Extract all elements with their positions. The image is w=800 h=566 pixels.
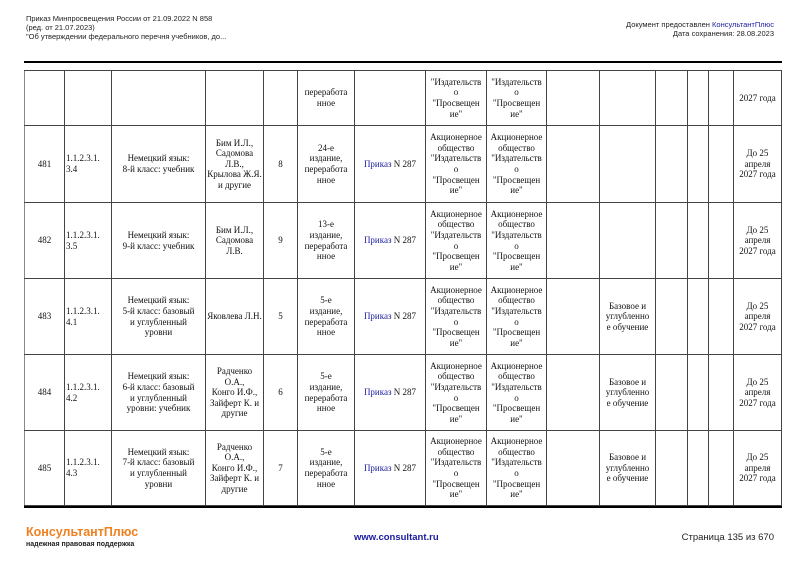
provided-by-label: Документ предоставлен [626,20,713,29]
cell-manufacturer: Акционерное общество "Издательств о "Просвещен ие" [487,355,547,431]
footer-tagline: надежная правовая поддержка [26,541,135,548]
cell-edition: 5-е издание, переработа нное [298,355,355,431]
cell-education-level: Базовое и углубленно е обучение [600,355,656,431]
cell-education-level: Базовое и углубленно е обучение [600,431,656,506]
cell-edition: 24-е издание, переработа нное [298,126,355,203]
cell-grade: 5 [264,279,298,355]
cell-manufacturer: Акционерное общество "Издательств о "Просвещен ие" [487,203,547,279]
order-number: N 287 [391,158,417,169]
cell-code: 1.1.2.3.1. 3.5 [65,203,112,279]
cell-title: Немецкий язык: 7-й класс: базовый и углубленный уровни [112,431,206,506]
cell-code: 1.1.2.3.1. 4.1 [65,279,112,355]
table-row [25,279,782,355]
order-link[interactable]: Приказ [363,235,392,246]
cell-code: 1.1.2.3.1. 4.2 [65,355,112,431]
cell-col-10 [547,203,600,279]
cell-publisher: Акционерное общество "Издательств о "Просвещен ие" [426,279,487,355]
cell-order [355,355,426,431]
cell-col-12 [656,431,688,506]
doc-title-line: Приказ Минпросвещения России от 21.09.2022 N 858 [26,14,213,23]
cell-col-14 [709,203,734,279]
cell-education-level [600,71,656,126]
header-divider [24,61,782,63]
order-link[interactable]: Приказ [363,462,392,473]
cell-edition: переработа нное [298,71,355,126]
cell-valid-until: До 25 апреля 2027 года [734,126,782,203]
cell-education-level [600,126,656,203]
order-link[interactable]: Приказ [363,387,392,398]
doc-subject-line: "Об утверждении федерального перечня учебников, до... [26,32,227,41]
cell-order [355,431,426,506]
footer-website-link[interactable]: www.consultant.ru [354,532,439,543]
page-number: Страница 135 из 670 [681,532,774,543]
cell-col-13 [688,203,709,279]
cell-manufacturer: Акционерное общество "Издательств о "Просвещен ие" [487,126,547,203]
cell-order [355,279,426,355]
cell-col-12 [656,355,688,431]
cell-row-number [25,71,65,126]
cell-title: Немецкий язык: 9-й класс: учебник [112,203,206,279]
cell-authors: Бим И.Л., Садомова Л.В., Крылова Ж.Я. и другие [206,126,264,203]
cell-code: 1.1.2.3.1. 4.3 [65,431,112,506]
footer-logo: КонсультантПлюс [26,525,139,539]
cell-col-10 [547,71,600,126]
cell-authors: Бим И.Л., Садомова Л.В. [206,203,264,279]
cell-col-13 [688,355,709,431]
cell-title [112,71,206,126]
cell-col-14 [709,355,734,431]
table-row [25,71,782,126]
cell-manufacturer: Акционерное общество "Издательств о "Просвещен ие" [487,431,547,506]
table-row [25,431,782,506]
cell-order [355,126,426,203]
cell-order [355,203,426,279]
cell-col-10 [547,355,600,431]
cell-col-13 [688,431,709,506]
cell-grade: 6 [264,355,298,431]
cell-col-12 [656,203,688,279]
cell-row-number: 485 [25,431,65,506]
cell-title: Немецкий язык: 8-й класс: учебник [112,126,206,203]
cell-row-number: 484 [25,355,65,431]
cell-code [65,71,112,126]
cell-col-10 [547,431,600,506]
cell-education-level: Базовое и углубленно е обучение [600,279,656,355]
cell-col-12 [656,71,688,126]
cell-title: Немецкий язык: 6-й класс: базовый и углубленный уровни: учебник [112,355,206,431]
cell-publisher: Акционерное общество "Издательств о "Просвещен ие" [426,203,487,279]
cell-title: Немецкий язык: 5-й класс: базовый и углубленный уровни [112,279,206,355]
cell-edition: 5-е издание, переработа нное [298,279,355,355]
cell-authors [206,71,264,126]
cell-grade: 7 [264,431,298,506]
cell-valid-until: До 25 апреля 2027 года [734,279,782,355]
cell-valid-until: 2027 года [734,71,782,126]
cell-col-14 [709,126,734,203]
cell-col-13 [688,126,709,203]
order-number: N 287 [391,387,417,398]
cell-col-14 [709,431,734,506]
provider-info [626,20,774,38]
cell-col-13 [688,279,709,355]
cell-col-10 [547,126,600,203]
cell-valid-until: До 25 апреля 2027 года [734,203,782,279]
saved-date: Дата сохранения: 28.08.2023 [672,29,774,38]
cell-col-14 [709,71,734,126]
cell-publisher: Акционерное общество "Издательств о "Просвещен ие" [426,355,487,431]
cell-education-level [600,203,656,279]
cell-publisher: Акционерное общество "Издательств о "Просвещен ие" [426,431,487,506]
cell-col-12 [656,126,688,203]
order-number: N 287 [391,311,417,322]
order-link[interactable]: Приказ [363,311,392,322]
cell-authors: Яковлева Л.Н. [206,279,264,355]
cell-manufacturer: Акционерное общество "Издательств о "Просвещен ие" [487,279,547,355]
footer-divider [24,506,782,508]
cell-col-14 [709,279,734,355]
cell-col-10 [547,279,600,355]
cell-edition: 13-е издание, переработа нное [298,203,355,279]
order-number: N 287 [391,235,417,246]
cell-valid-until: До 25 апреля 2027 года [734,355,782,431]
table-row [25,126,782,203]
cell-col-13 [688,71,709,126]
cell-grade: 8 [264,126,298,203]
cell-manufacturer: "Издательств о "Просвещен ие" [487,71,547,126]
textbook-table [24,70,782,506]
table-row [25,355,782,431]
cell-row-number: 483 [25,279,65,355]
cell-grade: 9 [264,203,298,279]
cell-order [355,71,426,126]
cell-code: 1.1.2.3.1. 3.4 [65,126,112,203]
order-link[interactable]: Приказ [363,158,392,169]
cell-edition: 5-е издание, переработа нное [298,431,355,506]
provider-brand-link[interactable]: КонсультантПлюс [712,20,774,29]
doc-edition-line: (ред. от 21.07.2023) [26,23,95,32]
cell-grade [264,71,298,126]
cell-authors: Радченко О.А., Конго И.Ф., Зайферт К. и другие [206,355,264,431]
document-title [26,14,226,41]
cell-publisher: "Издательств о "Просвещен ие" [426,71,487,126]
cell-valid-until: До 25 апреля 2027 года [734,431,782,506]
cell-row-number: 482 [25,203,65,279]
cell-col-12 [656,279,688,355]
table-row [25,203,782,279]
order-number: N 287 [391,462,417,473]
cell-authors: Радченко О.А., Конго И.Ф., Зайферт К. и другие [206,431,264,506]
cell-row-number: 481 [25,126,65,203]
cell-publisher: Акционерное общество "Издательств о "Просвещен ие" [426,126,487,203]
